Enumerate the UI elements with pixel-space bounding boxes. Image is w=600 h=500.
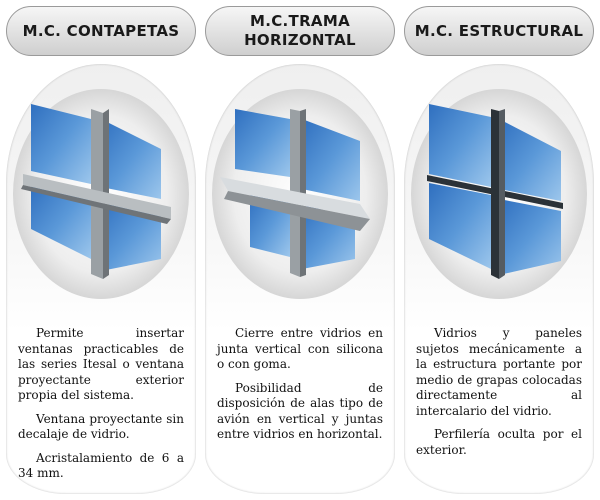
- column-title: M.C. ESTRUCTURAL: [414, 21, 584, 40]
- product-card: [6, 64, 196, 494]
- description: [217, 326, 383, 451]
- paragraph: Vidrios y paneles sujetos mecánicamente a la estructura portante por medio de grapas colocadas directamente al intercalario del vidrio.: [416, 326, 582, 418]
- curtain-wall-horizontal-icon: [210, 79, 390, 299]
- column-contapetas: [6, 0, 196, 500]
- description: [18, 326, 184, 490]
- title-pill: [404, 6, 594, 56]
- curtain-wall-capping-icon: [11, 79, 191, 299]
- column-trama-horizontal: [205, 0, 395, 500]
- description: [416, 326, 582, 466]
- paragraph: Permite insertar ventanas practicables de las series Itesal o ventana proyectante exterior propia del sistema.: [18, 326, 184, 402]
- title-pill: [205, 6, 395, 56]
- paragraph: Acristalamiento de 6 a 34 mm.: [18, 450, 184, 480]
- paragraph: Posibilidad de disposición de alas tipo de avión en vertical y juntas entre vidrios en horizontal.: [217, 380, 383, 441]
- curtain-wall-structural-icon: [409, 79, 589, 299]
- column-estructural: [404, 0, 594, 500]
- column-title: M.C.TRAMA HORIZONTAL: [244, 12, 356, 49]
- product-card: [205, 64, 395, 494]
- product-card: [404, 64, 594, 494]
- column-title: M.C. CONTAPETAS: [22, 21, 180, 40]
- title-pill: [6, 6, 196, 56]
- paragraph: Ventana proyectante sin decalaje de vidrio.: [18, 411, 184, 441]
- paragraph: Cierre entre vidrios en junta vertical con silicona o con goma.: [217, 326, 383, 371]
- paragraph: Perfilería oculta por el exterior.: [416, 427, 582, 457]
